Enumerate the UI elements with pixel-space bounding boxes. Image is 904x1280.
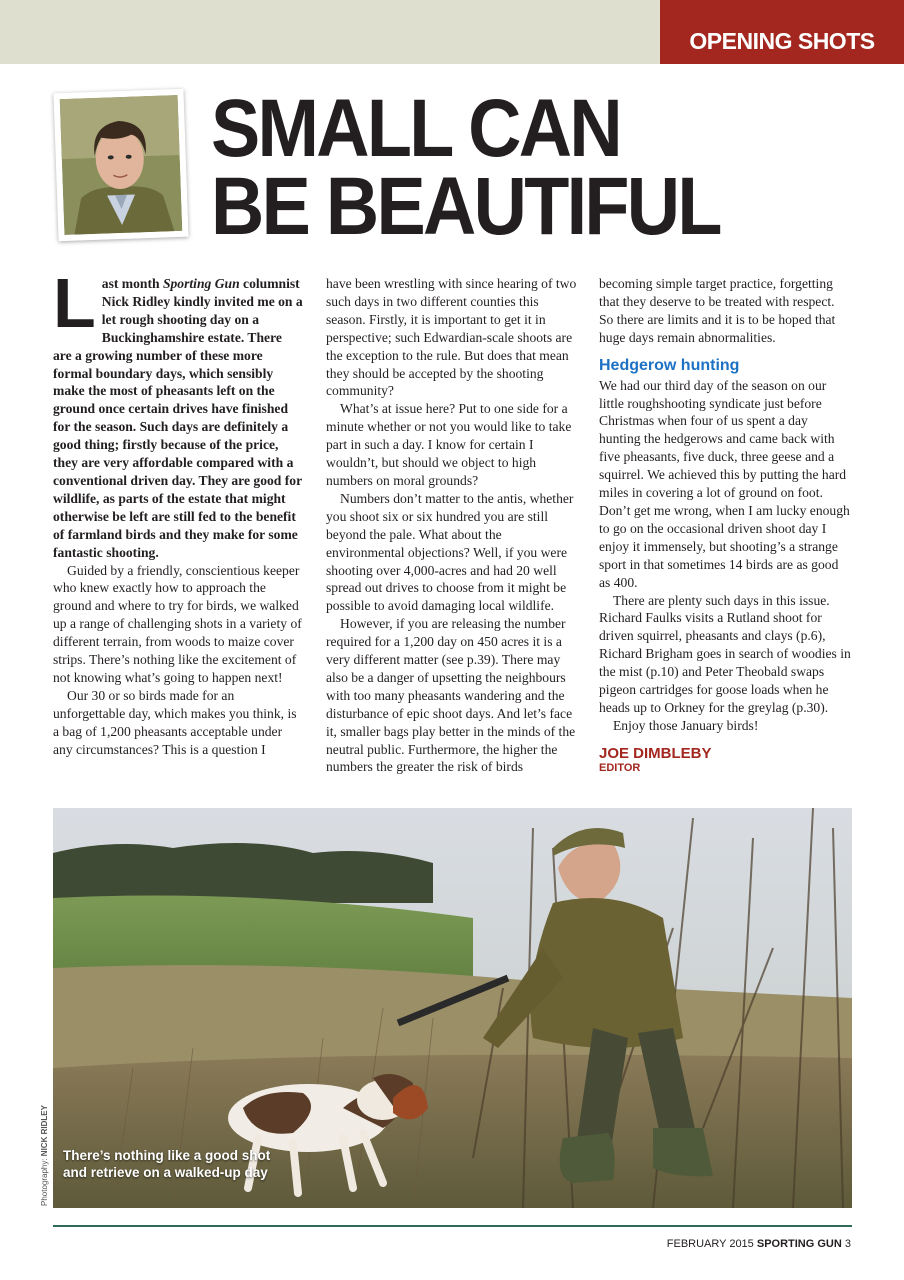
body-paragraph: Guided by a friendly, conscientious keeper who knew exactly how to approach the ground and where to try for birds, we walked up a range of challenging shots in a variety of different terrain, from woods to maize cover strips. There’s nothing like the excitement of not knowing what’s going to happen next! — [53, 562, 302, 685]
signature-name: JOE DIMBLEBY — [599, 744, 712, 762]
body-paragraph: However, if you are releasing the number required for a 1,200 day on 450 acres it is a very different matter (see p.39). There may also be a danger of upsetting the neighbours with too many pheasants wandering and the disturbance of epic shoot days. And let’s face it, smaller bags play better in the minds of the neutral public. Furthermore, the higher the numbers the greater the risk of birds — [326, 616, 576, 775]
headline-line-2: BE BEAUTIFUL — [211, 161, 720, 252]
article-column-2 — [326, 275, 578, 776]
drop-cap: L — [53, 264, 96, 342]
body-paragraph: We had our third day of the season on our little roughshooting syndicate just before Christmas when four of us spent a day hunting the hedgerows and came back with five pheasants, five duck, three geese and a squirrel. We achieved this by putting the hard miles in covering a lot of ground on foot. Don’t get me wrong, when I am lucky enough to go on the occasional driven shoot day I enjoy it immensely, but shooting’s a strange sport in that sometimes 14 birds are as good as 400. — [599, 377, 850, 590]
magazine-name: SPORTING GUN — [756, 1238, 842, 1250]
photo-credit: Photography: NICK RIDLEY — [40, 1105, 49, 1206]
body-paragraph: have been wrestling with since hearing of two such days in two different counties this season. Firstly, it is important to get it in perspective; such Edwardian-scale shoots are the exception to the rule. But does that mean they should be accepted by the shooting community? — [326, 276, 577, 399]
body-paragraph: What’s at issue here? Put to one side for a minute whether or not you would like to take part in such a day. I know for certain I wouldn’t, but should we object to high numbers on moral grounds? — [326, 401, 572, 488]
issue-date: FEBRUARY 2015 — [666, 1238, 754, 1250]
publication-name: Sporting Gun — [162, 276, 240, 291]
footer-rule — [53, 1225, 852, 1227]
section-tab — [660, 0, 904, 64]
editor-headshot — [53, 89, 188, 241]
top-band — [0, 0, 660, 64]
page-number: 3 — [844, 1238, 851, 1250]
section-label: OPENING SHOTS — [689, 28, 875, 54]
page-footer — [667, 1238, 851, 1250]
body-paragraph: becoming simple target practice, forgetting that they deserve to be treated with respect. So there are limits and it is to be hoped that huge days remain abnormalities. — [599, 276, 836, 345]
intro-paragraph: Last month Sporting Gun columnist Nick Ridley kindly invited me on a let rough shooting day on a Buckinghamshire estate. There are a growing number of these more formal boundary days, which sensibly make the most of pheasants left on the ground once certain drives have finished for the season. Such days are definitely a good thing; firstly because of the price, they are very affordable compared with a conventional driven day. They are good for wildlife, as parts of the estate that might otherwise be left are still fed to the benefit of farmland birds and they make for some fantastic shooting. — [53, 264, 303, 560]
article-column-1 — [53, 264, 303, 758]
body-paragraph: Enjoy those January birds! — [613, 717, 759, 733]
headline — [211, 83, 720, 252]
photo-caption: There’s nothing like a good shot and retrieve on a walked-up day — [63, 1148, 271, 1180]
body-paragraph: Our 30 or so birds made for an unforgettable day, which makes you think, is a bag of 1,200 pheasants acceptable under any circumstances? This is a question I — [53, 687, 297, 757]
body-paragraph: There are plenty such days in this issue. Richard Faulks visits a Rutland shoot for driven squirrel, pheasants and clays (p.6), Richard Brigham goes in search of woodies in the mist (p.10) and Peter Theobald swaps pigeon cartridges for goose loads when he heads up to Orkney for the greylag (p.30). — [599, 592, 851, 715]
body-paragraph: Numbers don’t matter to the antis, whether you shoot six or six hundred you are still beyond the pale. What about the environmental objections? Well, if you were shooting over 4,000-acres and had 20 well spread out drives to choose from it might be possible to avoid damaging local wildlife. — [326, 490, 574, 614]
signature-role: EDITOR — [599, 761, 641, 774]
subheading: Hedgerow hunting — [599, 356, 740, 374]
headline-line-1: SMALL CAN — [211, 83, 620, 174]
article-column-3 — [599, 275, 852, 775]
